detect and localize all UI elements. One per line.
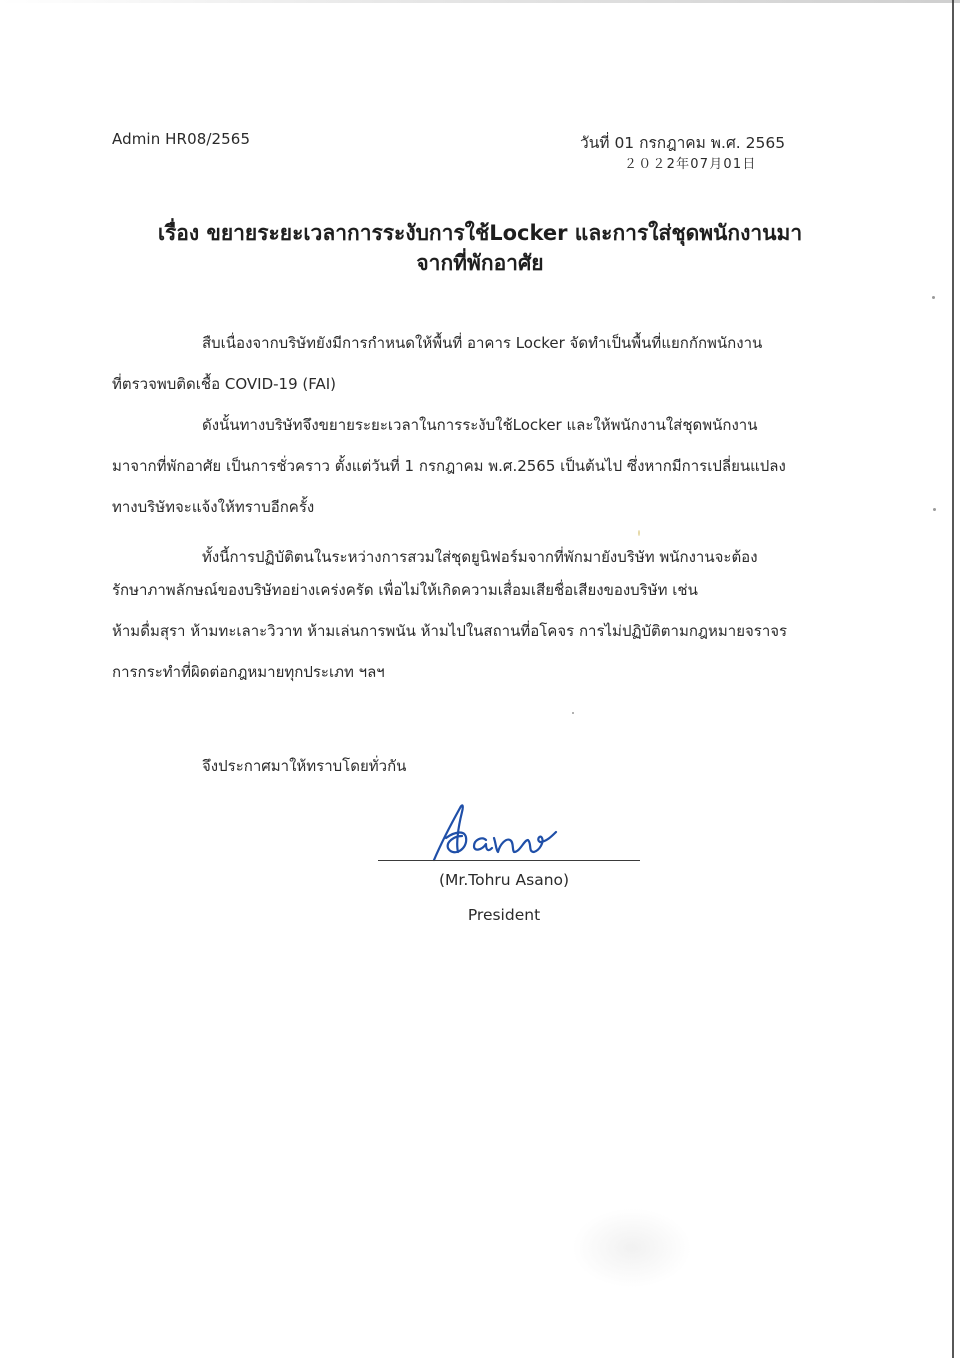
signature-line: [378, 860, 640, 861]
paragraph-1-line-2: ที่ตรวจพบติดเชื้อ COVID-19 (FAI): [112, 375, 337, 393]
signer-name: (Mr.Tohru Asano): [438, 871, 570, 889]
paragraph-3-line-1: ทั้งนี้การปฏิบัติตนในระหว่างการสวมใส่ชุดยูนิฟอร์มจากที่พักมายังบริษัท พนักงานจะต้อง: [202, 548, 758, 566]
closing-statement: จึงประกาศมาให้ทราบโดยทั่วกัน: [202, 757, 407, 775]
signer-title: President: [467, 906, 541, 924]
paragraph-3-line-2: รักษาภาพลักษณ์ของบริษัทอย่างเคร่งครัด เพื่อไม่ให้เกิดความเสื่อมเสียชื่อเสียงของบริษัท เช่น: [112, 581, 698, 599]
scan-speck: [932, 296, 935, 299]
paragraph-2-line-2: มาจากที่พักอาศัย เป็นการชั่วคราว ตั้งแต่วันที่ 1 กรกฎาคม พ.ศ.2565 เป็นต้นไป ซึ่งหากมีการเปลี่ยนแปลง: [112, 457, 786, 475]
handwritten-signature: [428, 800, 588, 866]
subject-line-1: เรื่อง ขยายระยะเวลาการระงับการใช้Locker และการใส่ชุดพนักงานมา: [157, 221, 803, 245]
paragraph-3-line-3: ห้ามดื่มสุรา ห้ามทะเลาะวิวาท ห้ามเล่นการพนัน ห้ามไปในสถานที่อโคจร การไม่ปฏิบัติตามกฎหมายจราจร: [112, 622, 788, 640]
paragraph-2-line-3: ทางบริษัทจะแจ้งให้ทราบอีกครั้ง: [112, 498, 315, 516]
page-right-edge: [952, 0, 954, 1358]
subject-heading: [112, 218, 848, 278]
scan-speck: [572, 712, 574, 714]
document-date-stamp: ２０２2年07月01日: [624, 157, 757, 172]
document-reference: Admin HR08/2565: [112, 130, 251, 148]
paragraph-1-line-1: สืบเนื่องจากบริษัทยังมีการกำหนดให้พื้นที่ อาคาร Locker จัดทำเป็นพื้นที่แยกกักพนักงาน: [202, 334, 763, 352]
paragraph-2-line-1: ดังนั้นทางบริษัทจึงขยายระยะเวลาในการระงับใช้Locker และให้พนักงานใส่ชุดพนักงาน: [202, 416, 758, 434]
document-date-thai: วันที่ 01 กรกฎาคม พ.ศ. 2565: [580, 134, 786, 152]
scan-speck: [933, 508, 936, 511]
page-top-edge: [0, 0, 960, 3]
scan-speck: [638, 530, 640, 536]
paragraph-3-line-4: การกระทำที่ผิดต่อกฎหมายทุกประเภท ฯลฯ: [112, 663, 385, 681]
scan-bleed-through: [572, 1208, 692, 1288]
subject-line-2: จากที่พักอาศัย: [416, 251, 544, 275]
